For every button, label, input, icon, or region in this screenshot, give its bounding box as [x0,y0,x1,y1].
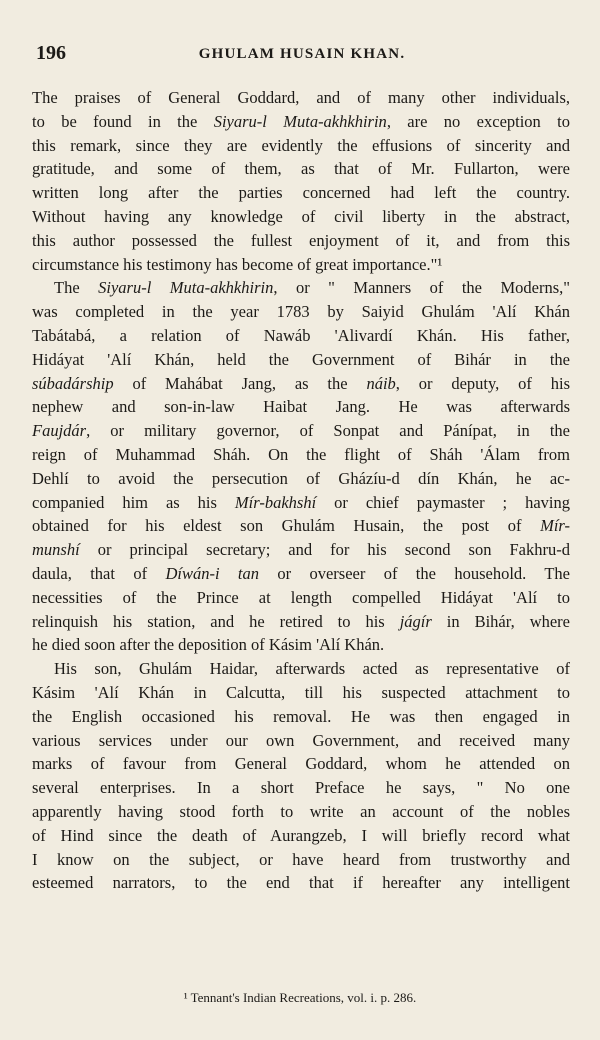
text-run: necessities of the Prince at length compelled Hidáyat 'Alí to [32,587,570,607]
text-line [32,824,570,848]
text-line [32,752,570,776]
text-run: Kásim 'Alí Khán in Calcutta, till his suspected attachment to [32,682,570,702]
text-line [32,800,570,824]
text-run: this author possessed the fullest enjoyment of it, and from this [32,230,570,250]
text-line [32,871,570,895]
text-run: nephew and son-in-law Haibat Jang. He was afterwards [32,397,570,417]
text-run: , are no exception to [386,111,571,131]
text-line [32,705,570,729]
text-run: he died soon after the deposition of Kásim 'Alí Khán. [32,635,385,655]
italic-term: Díwán-i tan [165,563,259,583]
text-line [32,776,570,800]
text-line [32,181,570,205]
text-run: esteemed narrators, to the end that if hereafter any intelligent [32,873,570,893]
text-line [32,443,570,467]
text-line [32,276,570,300]
text-run: the English occasioned his removal. He was then engaged in [32,706,570,726]
running-head: GHULAM HUSAIN KHAN. [198,46,406,62]
text-run: Dehlí to avoid the persecution of Gházíu-d dín Khán, he ac- [32,468,570,488]
text-run: gratitude, and some of them, as that of Mr. Fullarton, were [32,159,570,179]
text-line [32,491,570,515]
text-run: Hidáyat 'Alí Khán, held the Government of Bihár in the [32,349,570,369]
text-run: marks of favour from General Goddard, whom he attended on [32,754,570,774]
italic-term: Siyaru-l Muta-akhkhirin [213,111,387,131]
text-line [32,253,570,277]
text-run: reign of Muhammad Sháh. On the flight of Sháh 'Álam from [32,444,570,464]
text-run: was completed in the year 1783 by Saiyid Ghulám 'Alí Khán [32,302,570,322]
text-line [32,229,570,253]
text-line [32,395,570,419]
paragraph [32,86,570,276]
italic-term: súbadárship [32,373,114,393]
text-line [32,633,570,657]
text-line [32,300,570,324]
text-run: , or " Manners of the Moderns," [273,278,571,298]
text-line [32,324,570,348]
italic-term: jágír [399,611,432,631]
text-run: companied him as his [32,492,235,512]
text-line [32,110,570,134]
italic-term: munshí [32,540,80,560]
text-run: various services under our own Government, and received many [32,730,570,750]
text-run: , or military governor, of Sonpat and Pánípat, in the [86,421,570,441]
text-run: relinquish his station, and he retired to his [32,611,400,631]
text-run: The praises of General Goddard, and of many other individuals, [32,88,570,107]
text-run: of Mahábat Jang, as the [113,373,367,393]
text-line [32,157,570,181]
text-run: daula, that of [32,563,166,583]
text-run: of Hind since the death of Aurangzeb, I will briefly record what [32,825,570,845]
paragraph [32,657,570,895]
page-header [36,42,568,68]
text-line [32,681,570,705]
text-line [32,348,570,372]
body-text [32,86,570,895]
italic-term: Faujdár [32,421,87,441]
text-run: to be found in the [32,111,214,131]
text-line [32,610,570,634]
text-line [32,467,570,491]
text-line [32,586,570,610]
footnote: ¹ Tennant's Indian Recreations, vol. i. p. 286. [183,990,417,1005]
italic-term: Siyaru-l Muta-akhkhirin [98,278,274,298]
text-run: this remark, since they are evidently the effusions of sincerity and [32,135,570,155]
text-run: obtained for his eldest son Ghulám Husain, the post of [32,516,541,536]
text-run: The [54,278,99,298]
text-run: Tabátabá, a relation of Nawáb 'Alivardí Khán. His father, [32,325,570,345]
text-run: I know on the subject, or have heard from trustworthy and [32,849,570,869]
text-line [32,657,570,681]
text-run: Without having any knowledge of civil liberty in the abstract, [32,206,570,226]
text-run: several enterprises. In a short Preface he says, " No one [32,778,570,798]
text-run: His son, Ghulám Haidar, afterwards acted as representative of [54,659,570,679]
paragraph [32,276,570,657]
text-line [32,848,570,872]
italic-term: Mír-bakhshí [234,492,317,512]
text-line [32,86,570,110]
text-run: apparently having stood forth to write an account of the nobles [32,801,570,821]
italic-term: náib [366,373,396,393]
text-run: written long after the parties concerned had left the country. [32,183,570,203]
text-line [32,538,570,562]
page-number: 196 [36,42,66,64]
text-run: or chief paymaster ; having [316,492,570,512]
text-run: , or deputy, of his [395,373,570,393]
text-run: circumstance his testimony has become of great importance."¹ [32,254,443,274]
text-line [32,562,570,586]
text-run: or principal secretary; and for his second son Fakhru-d [79,540,570,560]
text-run: or overseer of the household. The [258,563,571,583]
italic-term: Mír- [540,516,570,536]
text-run: in Bihár, where [431,611,570,631]
text-line [32,729,570,753]
text-line [32,419,570,443]
text-line [32,134,570,158]
text-line [32,372,570,396]
text-line [32,205,570,229]
text-line [32,514,570,538]
